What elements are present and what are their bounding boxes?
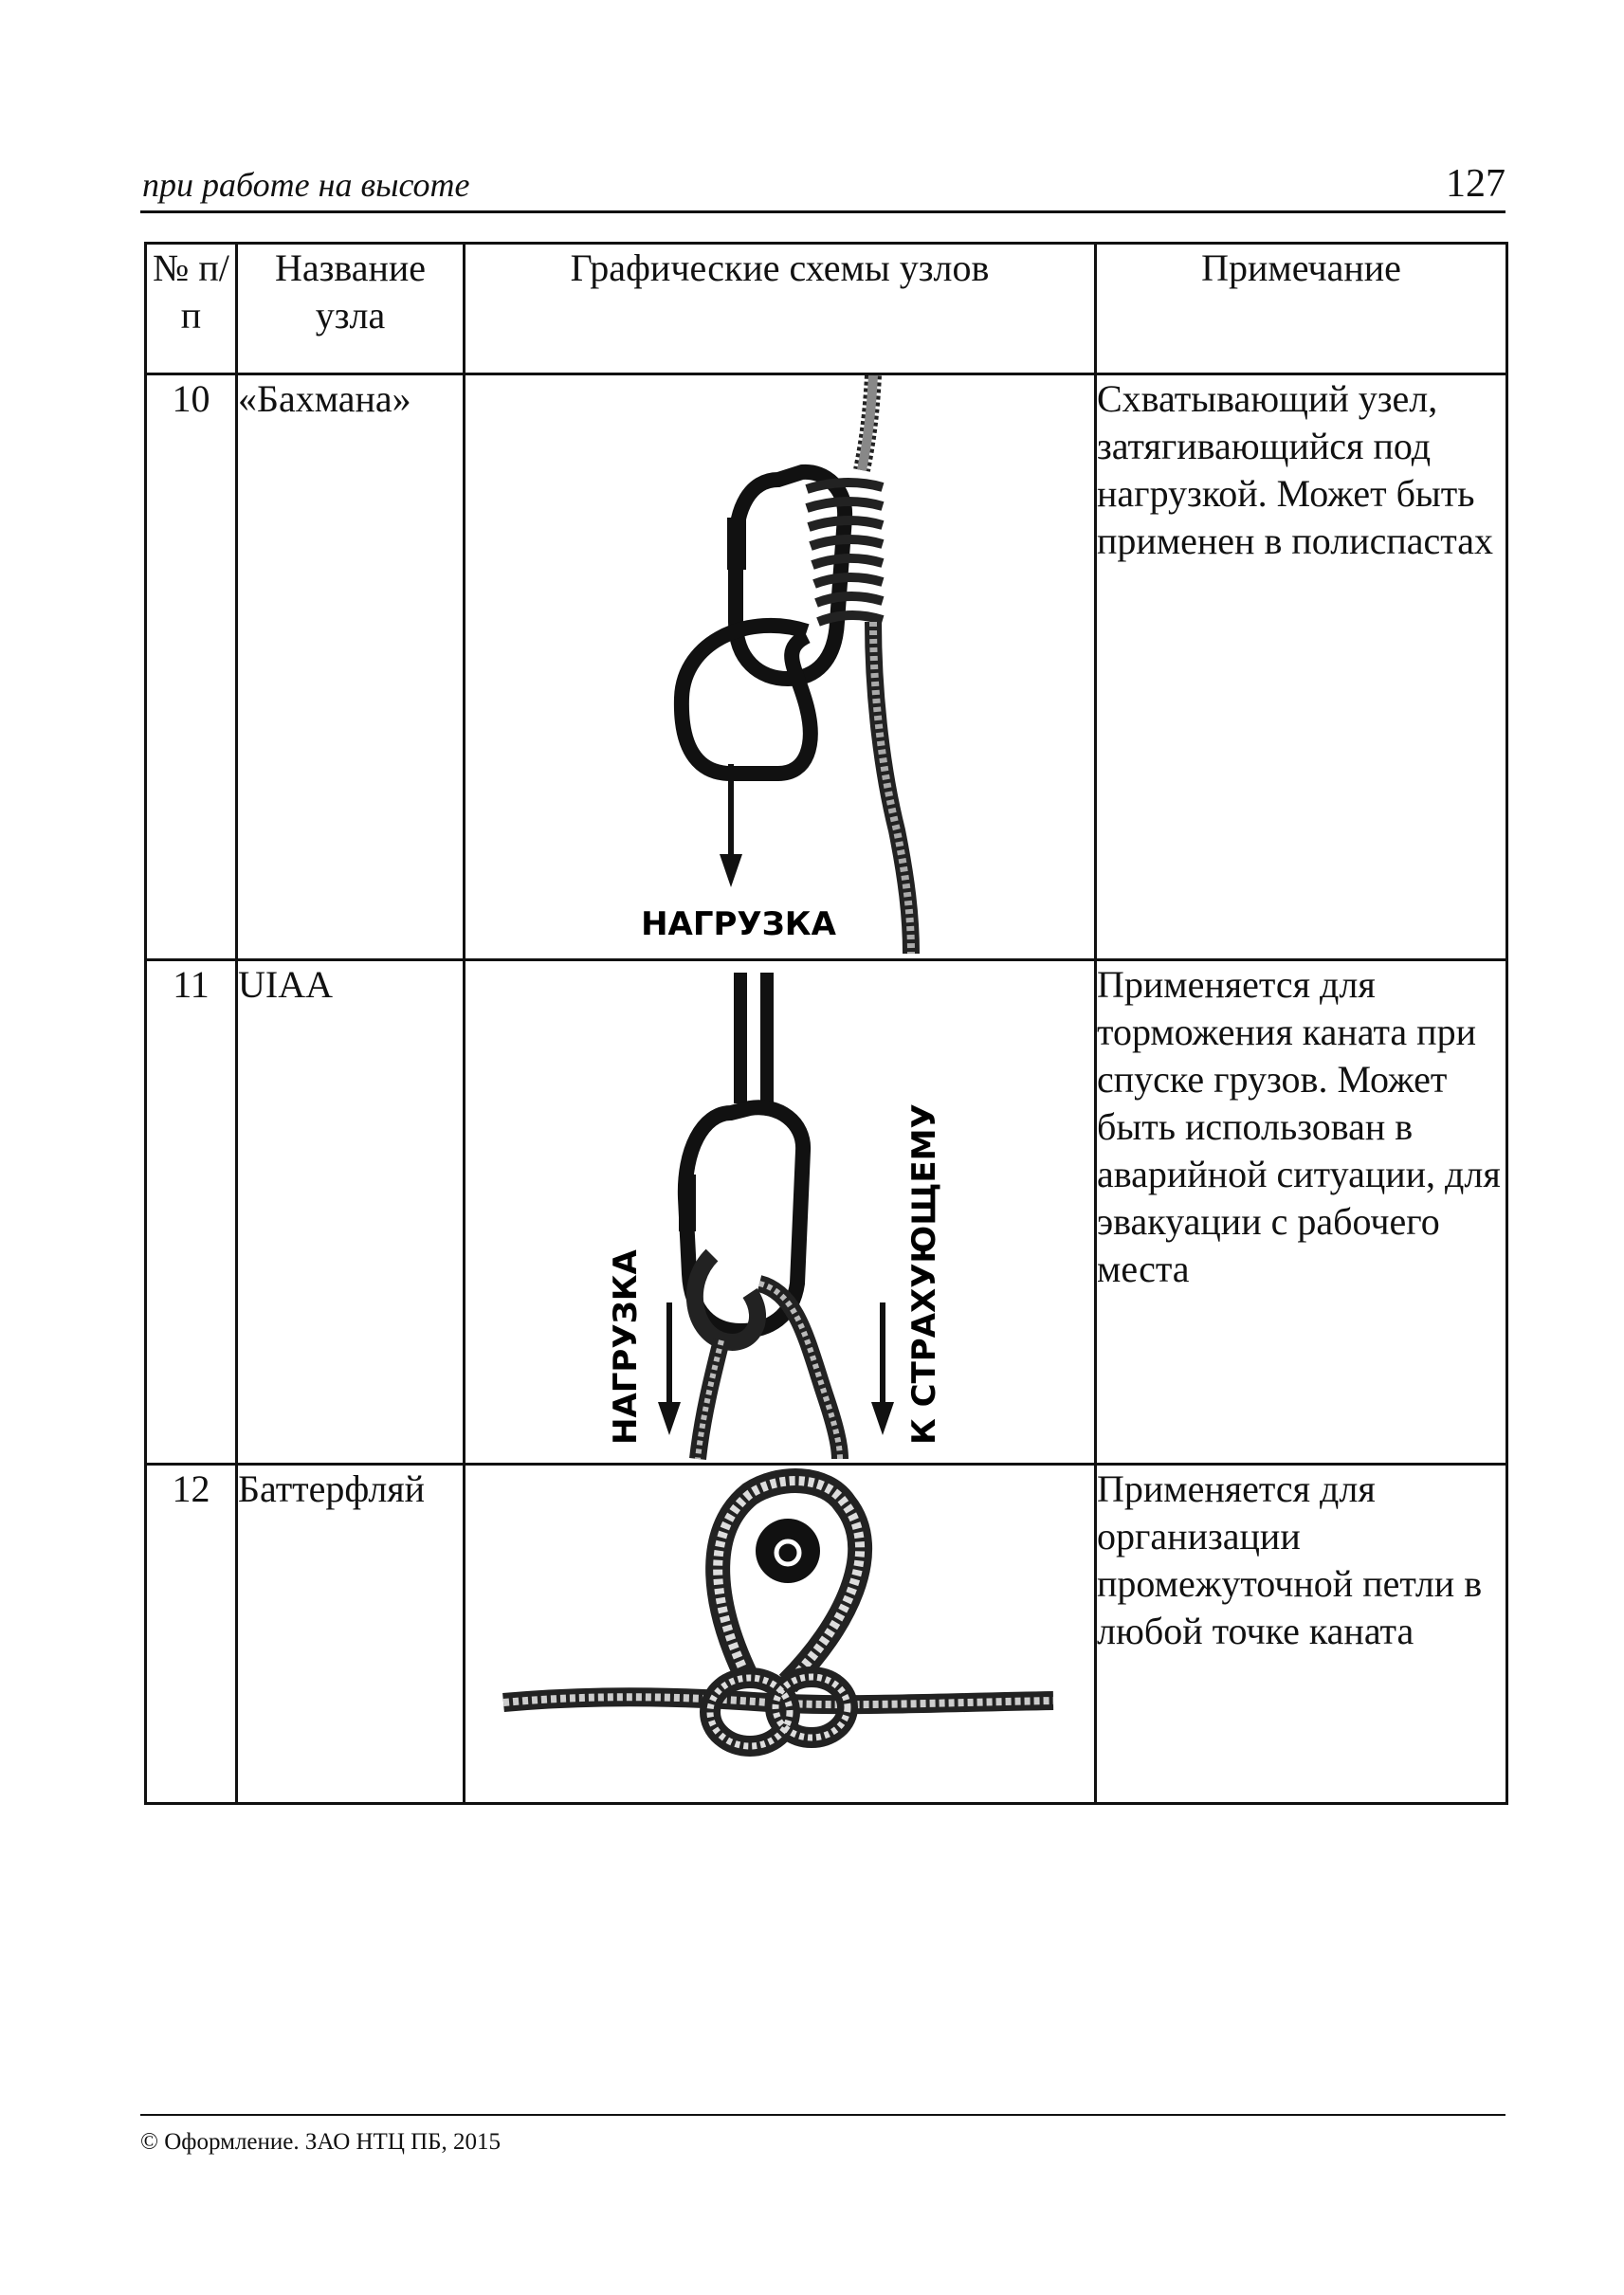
column-header-number: № п/п [146,244,237,374]
column-header-name: Название узла [237,244,465,374]
knot-note: Применяется для организации промежуточной петли в любой точке каната [1096,1465,1507,1804]
knots-table [144,242,1508,1805]
knot-note: Применяется для торможения каната при спуске грузов. Может быть использован в аварийной ситуации, для эвакуации с рабочего места [1096,960,1507,1465]
bachmann-knot-diagram [465,375,1095,957]
belayer-label: К СТРАХУЮЩЕМУ [905,1103,943,1445]
load-label: НАГРУЗКА [607,1249,645,1445]
table-header-row [146,244,1507,374]
column-header-figure: Графические схемы узлов [465,244,1096,374]
knot-name: Баттерфляй [237,1465,465,1804]
butterfly-knot-diagram [465,1466,1095,1801]
knot-figure-bachmann [465,374,1096,960]
knot-note: Схватывающий узел, затягивающийся под нагрузкой. Может быть применен в полиспастах [1096,374,1507,960]
load-label: НАГРУЗКА [641,905,836,943]
column-header-note: Примечание [1096,244,1507,374]
knot-figure-uiaa [465,960,1096,1465]
table-row [146,1465,1507,1804]
table-row [146,374,1507,960]
row-number: 10 [146,374,237,960]
page-number: 127 [1446,162,1505,206]
page-footer [140,2114,1505,2156]
knot-name: UIAA [237,960,465,1465]
uiaa-knot-diagram [465,961,1095,1462]
row-number: 12 [146,1465,237,1804]
running-header [140,161,1505,213]
row-number: 11 [146,960,237,1465]
table-row [146,960,1507,1465]
copyright-text: © Оформление. ЗАО НТЦ ПБ, 2015 [140,2129,502,2155]
running-title: при работе на высоте [142,166,470,204]
knot-name: «Бахмана» [237,374,465,960]
knot-figure-butterfly [465,1465,1096,1804]
